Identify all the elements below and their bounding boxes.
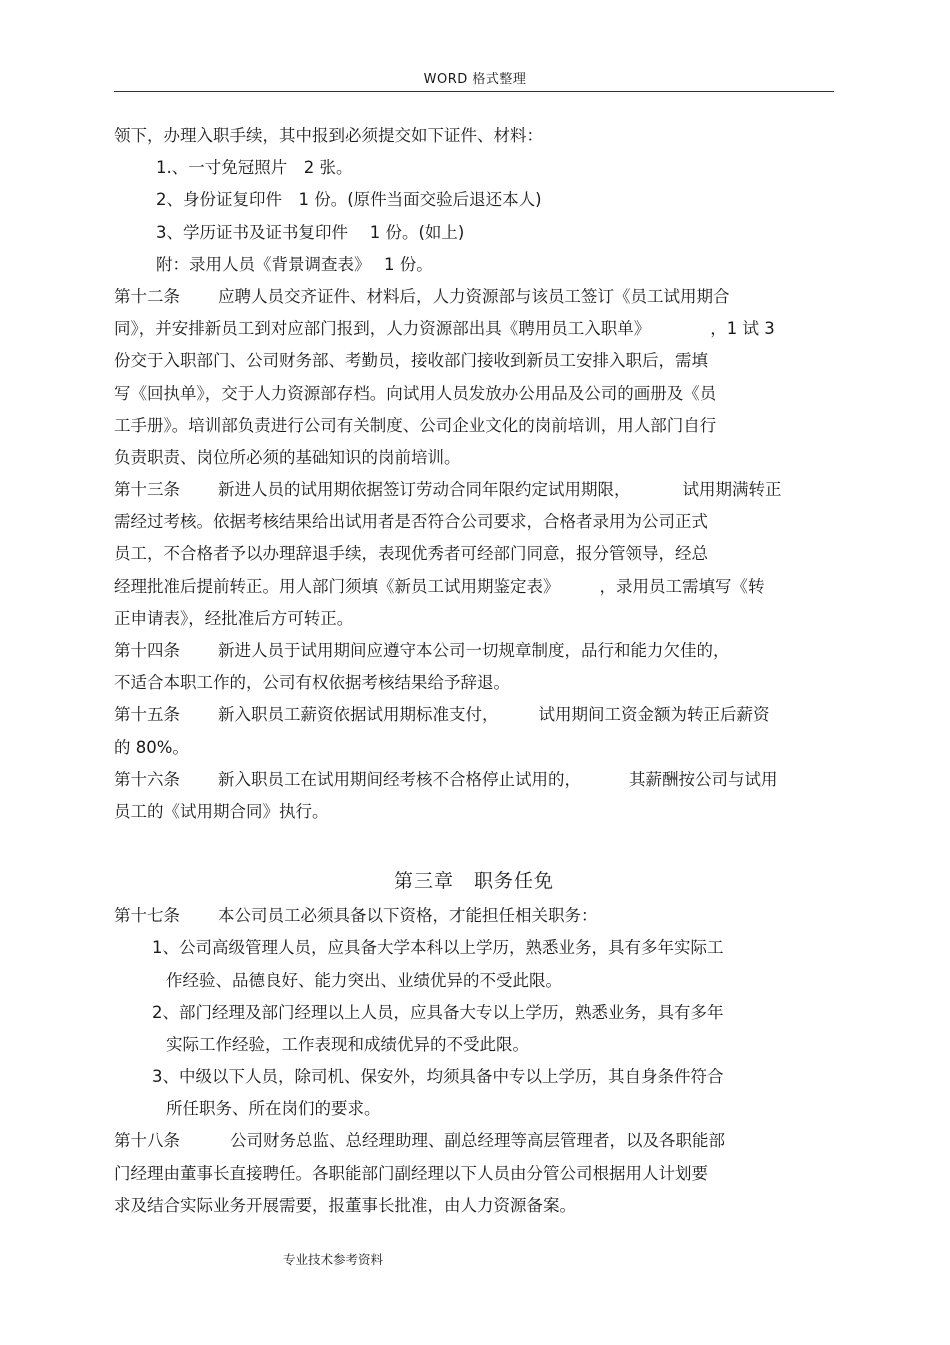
doc-item-3: 3、学历证书及证书复印件 1 份。(如上) bbox=[156, 222, 465, 242]
article-18-label: 第十八条 bbox=[114, 1131, 180, 1151]
article-12-line-2: 同》，并安排新员工到对应部门报到，人力资源部出具《聘用员工入职单》 ，1 试 3 bbox=[114, 319, 775, 339]
doc-item-2: 2、身份证复印件 1 份。(原件当面交验后退还本人) bbox=[156, 190, 542, 210]
doc-item-1: 1.、一寸免冠照片 2 张。 bbox=[156, 158, 353, 178]
page-footer: 专业技术参考资料 bbox=[283, 1252, 384, 1267]
article-16-line-2: 员工的《试用期合同》执行。 bbox=[114, 801, 329, 821]
article-17-label: 第十七条 bbox=[114, 906, 180, 926]
article-15-line-2: 的 80%。 bbox=[114, 737, 189, 757]
article-14-line-2: 不适合本职工作的，公司有权依据考核结果给予辞退。 bbox=[114, 673, 510, 693]
article-13-line-3: 员工，不合格者予以办理辞退手续，表现优秀者可经部门同意，报分管领导，经总 bbox=[114, 544, 708, 564]
article-12-line-5: 工手册》。培训部负责进行公司有关制度、公司企业文化的岗前培训，用人部门自行 bbox=[114, 415, 717, 435]
article-15-line-1: 第十五条 新入职员工薪资依据试用期标准支付， 试用期间工资金额为转正后薪资 bbox=[114, 705, 770, 725]
article-17-item-3-line-1: 3、中级以下人员，除司机、保安外，均须具备中专以上学历，其自身条件符合 bbox=[152, 1067, 724, 1087]
article-18-line-3: 求及结合实际业务开展需要，报董事长批准，由人力资源备案。 bbox=[114, 1195, 576, 1215]
article-17-item-1-line-2: 作经验、品德良好、能力突出、业绩优异的不受此限。 bbox=[166, 970, 562, 990]
article-13-line-5: 正申请表》，经批准后方可转正。 bbox=[114, 608, 354, 628]
page-header: WORD 格式整理 bbox=[423, 72, 527, 87]
article-13-line-2: 需经过考核。依据考核结果给出试用者是否符合公司要求，合格者录用为公司正式 bbox=[114, 512, 708, 532]
intro-line: 领下，办理入职手续，其中报到必须提交如下证件、材料： bbox=[114, 126, 543, 145]
article-12-line-6: 负责职责、岗位所必须的基础知识的岗前培训。 bbox=[114, 447, 461, 467]
article-18-line-1: 第十八条 公司财务总监、总经理助理、副总经理等高层管理者，以及各职能部 bbox=[114, 1131, 725, 1151]
article-12-label: 第十二条 bbox=[114, 286, 180, 306]
article-12-line-3: 份交于入职部门、公司财务部、考勤员，接收部门接收到新员工安排入职后，需填 bbox=[114, 351, 708, 371]
chapter-3-heading: 第三章 职务任免 bbox=[393, 870, 554, 893]
article-17-item-2-line-1: 2、部门经理及部门经理以上人员，应具备大专以上学历，熟悉业务，具有多年 bbox=[152, 1002, 724, 1022]
article-15-label: 第十五条 bbox=[114, 705, 180, 725]
article-12-line-4: 写《回执单》，交于人力资源部存档。向试用人员发放办公用品及公司的画册及《员 bbox=[114, 383, 717, 403]
article-13-line-1: 第十三条 新进人员的试用期依据签订劳动合同年限约定试用期限， 试用期满转正 bbox=[114, 480, 782, 500]
article-17-item-2-line-2: 实际工作经验，工作表现和成绩优异的不受此限。 bbox=[166, 1034, 529, 1054]
article-12-line-1: 第十二条 应聘人员交齐证件、材料后，人力资源部与该员工签订《员工试用期合 bbox=[114, 286, 730, 306]
article-17-item-3-line-2: 所任职务、所在岗们的要求。 bbox=[166, 1099, 381, 1119]
article-16-line-1: 第十六条 新入职员工在试用期间经考核不合格停止试用的， 其薪酬按公司与试用 bbox=[114, 769, 778, 789]
header-rule bbox=[114, 91, 834, 92]
article-13-line-4: 经理批准后提前转正。用人部门须填《新员工试用期鉴定表》 ，录用员工需填写《转 bbox=[114, 576, 765, 596]
article-14-label: 第十四条 bbox=[114, 641, 180, 660]
article-16-label: 第十六条 bbox=[114, 769, 180, 789]
article-17-line-1: 第十七条 本公司员工必须具备以下资格，才能担任相关职务： bbox=[114, 906, 598, 926]
document-body bbox=[114, 120, 834, 1222]
article-13-label: 第十三条 bbox=[114, 480, 180, 500]
article-18-line-2: 门经理由董事长直接聘任。各职能部门副经理以下人员由分管公司根据用人计划要 bbox=[114, 1163, 708, 1183]
doc-item-attachment: 附：录用人员《背景调查表》 1 份。 bbox=[156, 254, 433, 274]
article-14-line-1: 第十四条 新进人员于试用期间应遵守本公司一切规章制度，品行和能力欠佳的， bbox=[114, 641, 730, 660]
article-17-item-1-line-1: 1、公司高级管理人员，应具备大学本科以上学历，熟悉业务，具有多年实际工 bbox=[152, 938, 724, 958]
